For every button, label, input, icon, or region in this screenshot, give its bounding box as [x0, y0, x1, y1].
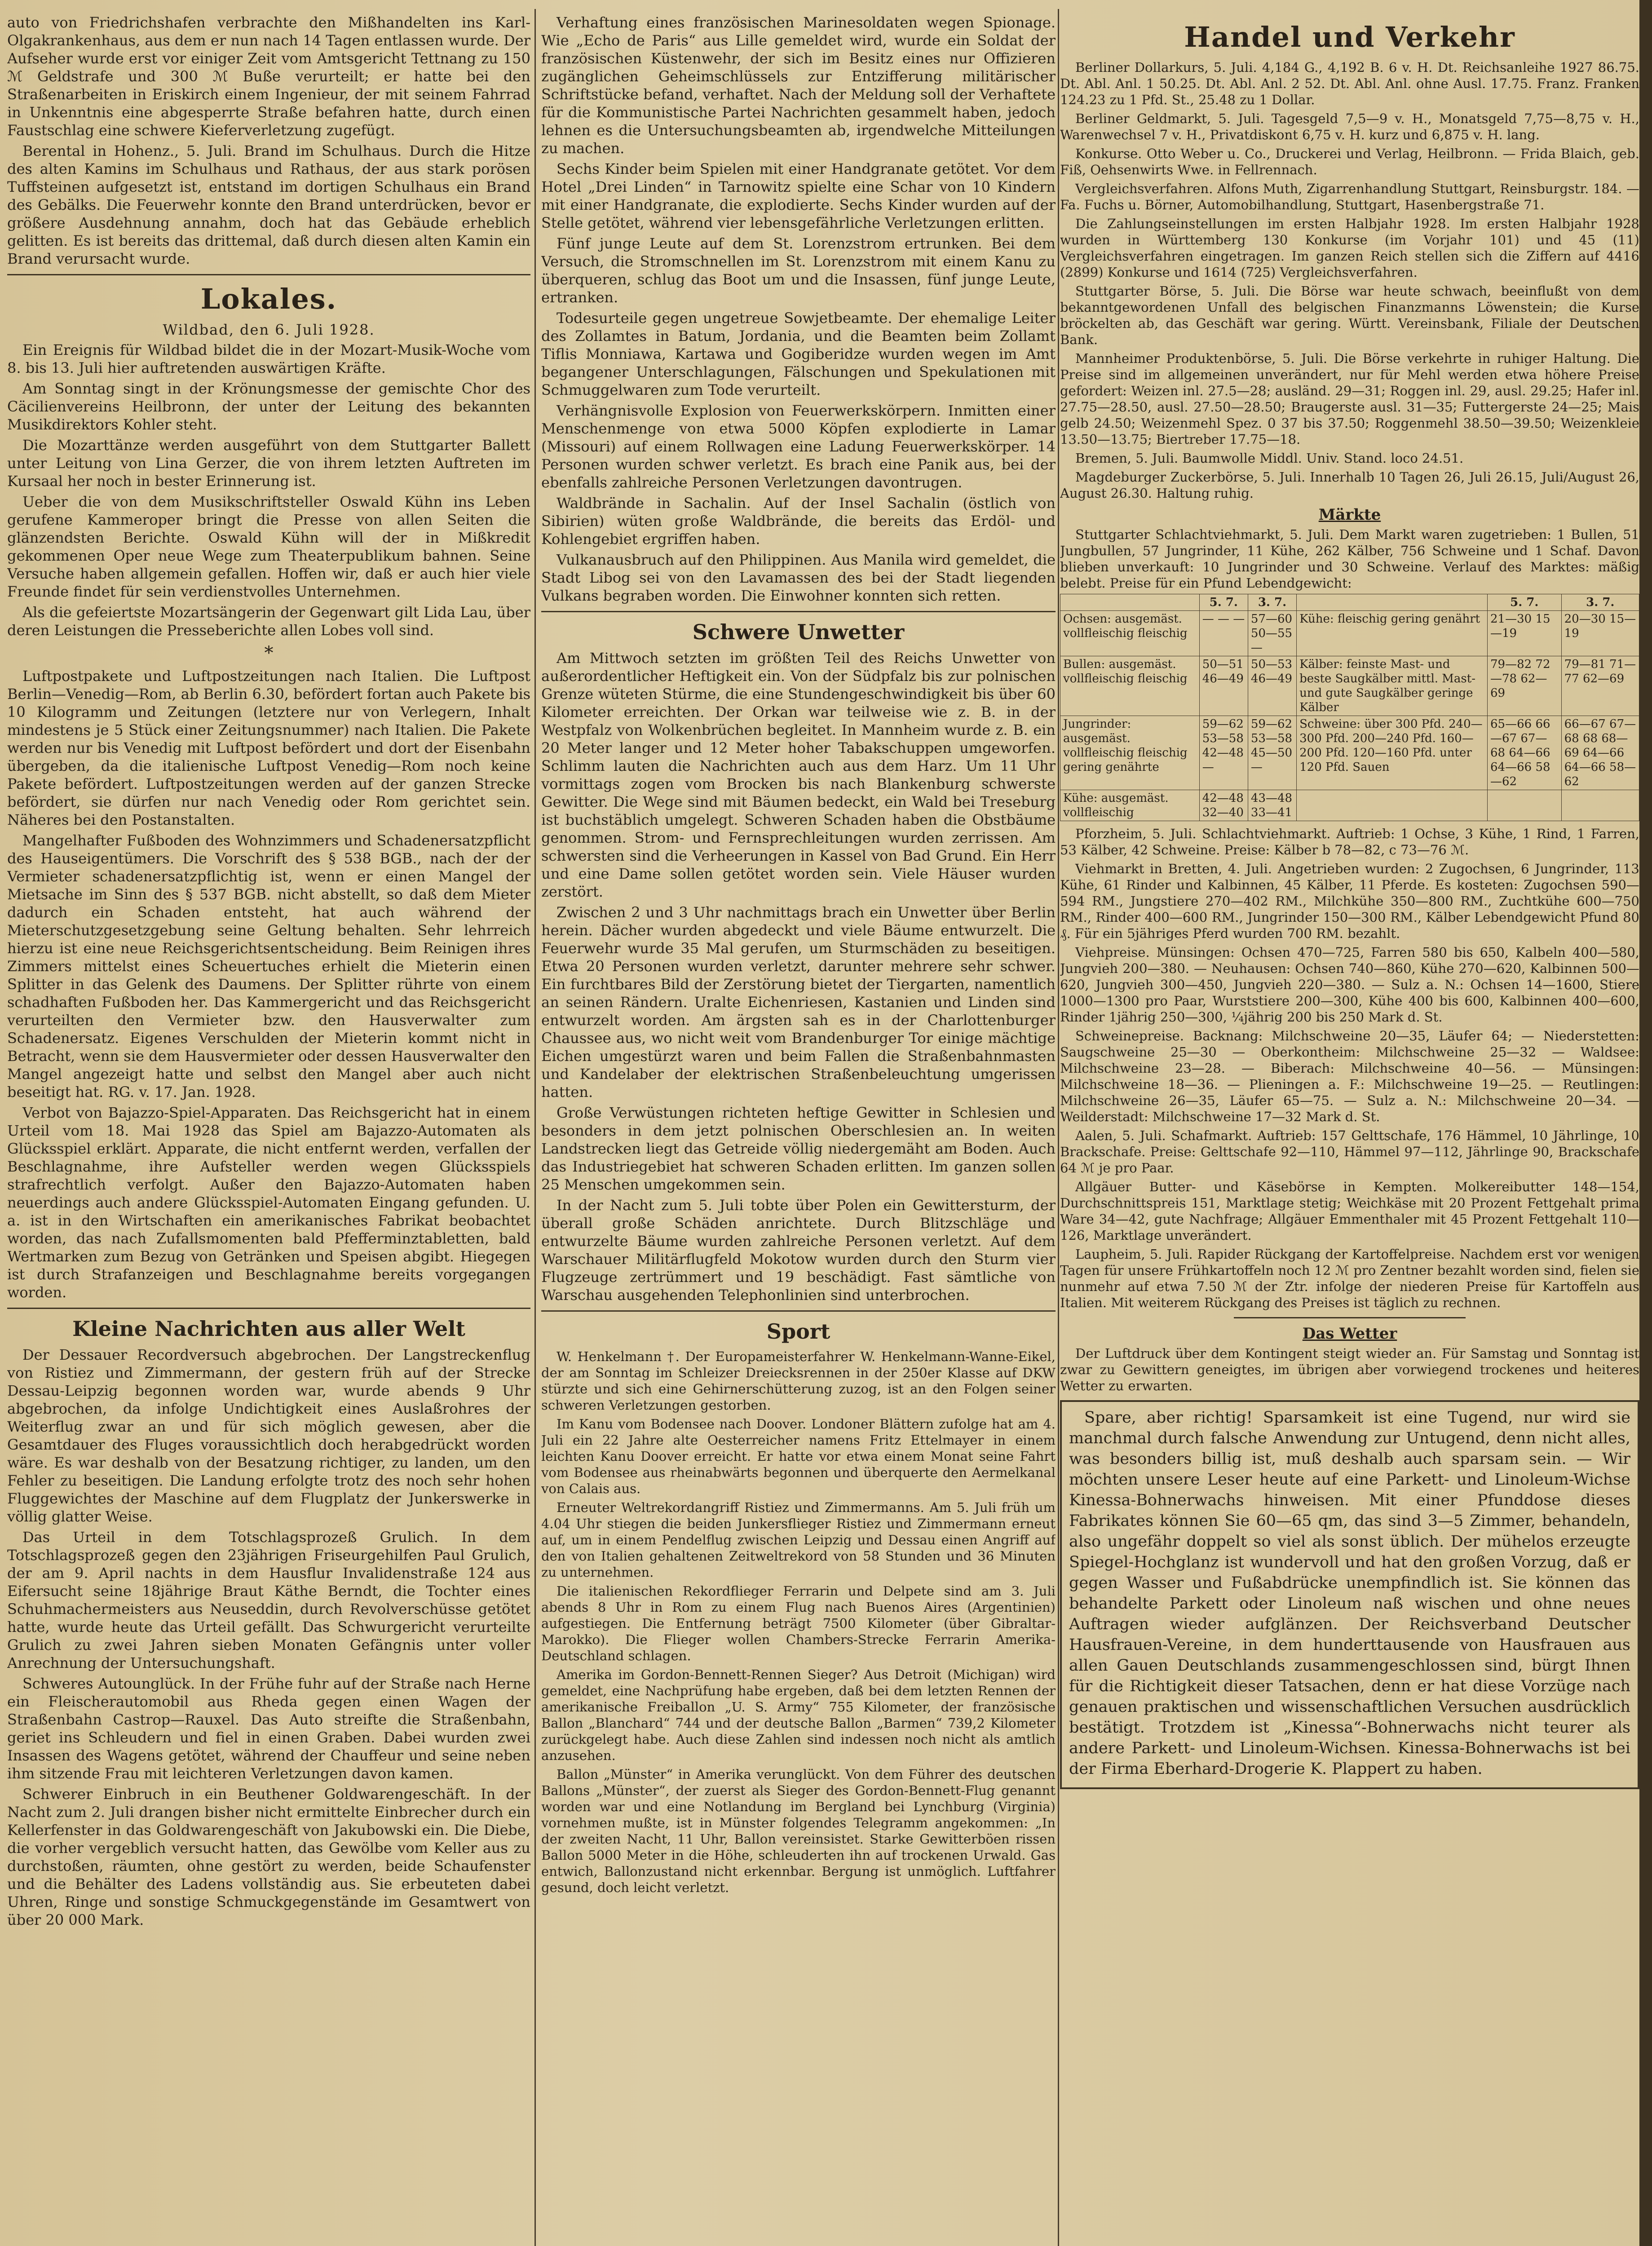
- column-left: [7, 13, 530, 2246]
- section-heading-wetter: Das Wetter: [1302, 1325, 1397, 1343]
- table-row: [1060, 790, 1639, 821]
- section-heading-unwetter: Schwere Unwetter: [692, 620, 905, 644]
- article-text: Die Zahlungseinstellungen im ersten Halbjahr 1928. Im ersten Halbjahr 1928 wurden in Württemberg 130 Konkurse (im Vorjahr 101) und 45 (11) Vergleichsverfahren eingetragen. Im ganzen Reich stellen sich die Ziffern auf 4416 (2899) Konkurse und 1614 (725) Vergleichsverfahren.: [1060, 216, 1639, 280]
- table-header-cell: 3. 7.: [1561, 594, 1639, 611]
- article-text: Die italienischen Rekordflieger Ferrarin und Delpete sind am 3. Juli abends 8 Uhr in Rom zu einem Flug nach Buenos Aires (Argentinien) aufgestiegen. Die Entfernung beträgt 7500 Kilometer (über Gibraltar-Marokko). Die Flieger wollen Chambers-Strecke Ferrarin Amerika-Deutschland schlagen.: [541, 1583, 1056, 1663]
- market-price-table: [1060, 594, 1639, 821]
- table-cell: 42—48 32—40: [1199, 790, 1248, 821]
- table-cell: 50—53 46—49: [1248, 656, 1296, 716]
- article-text: Schweinepreise. Backnang: Milchschweine 20—35, Läufer 64; — Niederstetten: Saugschweine 25—30 — Oberkontheim: Milchschweine 25—32 — Waldsee: Milchschweine 23—28. — Biberach: Milchschweine 40—56. — Münsingen: Milchschweine 18—36. — Plieningen a. F.: Milchschweine 19—25. — Reutlingen: Milchschweine 26—35, Läufer 65—75. — Sulz a. N.: Milchschweine 20—34. — Weilderstadt: Milchschweine 17—32 Mark d. St.: [1060, 1028, 1639, 1124]
- article-text: Verhaftung eines französischen Marinesoldaten wegen Spionage. Wie „Echo de Paris“ aus Lille gemeldet wird, wurde ein Soldat der französischen Küstenwehr, der sich im Besitz eines nur Offizieren zugänglichen Geheimschlüssels zur Entzifferung militärischer Schriftstücke befand, verhaftet. Nach der Meldung soll der Verhaftete für die Kommunistische Partei Nachrichten gesammelt haben, jedoch lehnen es die Untersuchungsbeamten ab, irgendwelche Mitteilungen zu machen.: [541, 14, 1056, 157]
- advertisement-box: [1060, 1400, 1639, 1789]
- table-cell: Bullen: ausgemäst. vollfleischig fleischig: [1060, 656, 1200, 716]
- article-text: Am Mittwoch setzten im größten Teil des Reichs Unwetter von außerordentlicher Heftigkeit ein. Von der Südpfalz bis zur polnischen Grenze wüteten Stürme, die eine Stundengeschwindigkeit bis über 60 Kilometer erreichten. Der Orkan war teilweise wie z. B. in der Westpfalz von Wolkenbrüchen begleitet. In Mannheim wurde z. B. ein 20 Meter langer und 12 Meter hoher Tabakschuppen umgeworfen. Schlimm lauten die Nachrichten auch aus dem Harz. Um 11 Uhr vormittags zogen vom Brocken bis nach Blankenburg schwerste Gewitter. Die Wege sind mit Bäumen bedeckt, ein Wald bei Treseburg ist buchstäblich umgelegt. Schweren Schaden haben die Obstbäume genommen. Strom- und Fernsprechleitungen wurden zerrissen. Am schwersten sind die Verheerungen in Kassel von Bad Grund. Ein Herr und eine Dame sollen getötet worden sein. Viele Häuser wurden zerstört.: [541, 650, 1056, 900]
- article-text: Ballon „Münster“ in Amerika verunglückt. Von dem Führer des deutschen Ballons „Münster“, der zuerst als Sieger des Gordon-Bennett-Flug genannt worden war und eine Notlandung im Bergland bei Lynchburg (Virginia) vornehmen mußte, ist in Münster folgendes Telegramm angekommen: „In der zweiten Nacht, 11 Uhr, Ballon vereinsistet. Starke Gewitterböen rissen Ballon 5000 Meter in die Höhe, schleuderten ihn auf trockenen Urwald. Gas entwich, Ballonzustand nicht erkennbar. Bergung ist unmöglich. Luftfahrer gesund, doch leicht verletzt.: [541, 1767, 1056, 1895]
- article-text: Konkurse. Otto Weber u. Co., Druckerei und Verlag, Heilbronn. — Frida Blaich, geb. Fiß, Oehsenwirts Wwe. in Fellrennach.: [1060, 146, 1639, 177]
- article-text: Zwischen 2 und 3 Uhr nachmittags brach ein Unwetter über Berlin herein. Dächer wurden abgedeckt und viele Bäume entwurzelt. Die Feuerwehr wurde 35 Mal gerufen, um Sturmschäden zu beseitigen. Etwa 20 Personen wurden verletzt, darunter mehrere sehr schwer. Ein furchtbares Bild der Zerstörung bietet der Tiergarten, namentlich an seinen Rändern. Uralte Eichenriesen, Kastanien und Linden sind entwurzelt worden. Am ärgsten sah es in der Charlottenburger Chaussee aus, wo nicht weit vom Brandenburger Tor einige mächtige Eichen umgestürzt waren und beim Fallen die Straßenbahnmasten und Kandelaber der elektrischen Straßenbeleuchtung umgerissen hatten.: [541, 904, 1056, 1101]
- article-text: Magdeburger Zuckerbörse, 5. Juli. Innerhalb 10 Tagen 26, Juli 26.15, Juli/August 26, August 26.30. Haltung ruhig.: [1060, 469, 1639, 501]
- article-text: Die Mozarttänze werden ausgeführt von dem Stuttgarter Ballett unter Leitung von Lina Gerzer, die von ihrem letzten Auftreten im Kursaal her noch in bester Erinnerung ist.: [7, 437, 530, 490]
- table-cell: Kühe: fleischig gering genährt: [1297, 611, 1488, 656]
- table-cell: 43—48 33—41: [1248, 790, 1296, 821]
- section-heading-lokales: Lokales.: [200, 283, 337, 315]
- article-text: Vulkanausbruch auf den Philippinen. Aus Manila wird gemeldet, die Stadt Libog sei von den Lavamassen des bei der Stadt liegenden Vulkans begraben worden. Die Einwohner konnten sich retten.: [541, 551, 1056, 604]
- table-cell: — — —: [1199, 611, 1248, 656]
- article-text: Laupheim, 5. Juli. Rapider Rückgang der Kartoffelpreise. Nachdem erst vor wenigen Tagen für unsere Frühkartoffeln noch 12 ℳ pro Zentner bezahlt worden sind, fielen sie nunmehr auf etwa 7.50 ℳ der Ztr. infolge der niederen Preise für Kartoffeln aus Italien. Mit weiterem Rückgang des Preises ist täglich zu rechnen.: [1060, 1247, 1639, 1310]
- divider: [7, 1308, 530, 1309]
- table-header-cell: [1297, 594, 1488, 611]
- article-text: Pforzheim, 5. Juli. Schlachtviehmarkt. Auftrieb: 1 Ochse, 3 Kühe, 1 Rind, 1 Farren, 53 Kälber, 42 Schweine. Preise: Kälber b 78—82, c 73—76 ℳ.: [1060, 826, 1639, 858]
- table-row: [1060, 716, 1639, 790]
- article-text: Erneuter Weltrekordangriff Ristiez und Zimmermanns. Am 5. Juli früh um 4.04 Uhr stiegen die beiden Junkersflieger Ristiez und Zimmermann erneut auf, um in einem Pendelflug zwischen Leipzig und Dessau einen Angriff auf den von Italien gehaltenen Zeitweltrekord von 58 Stunden und 36 Minuten zu unternehmen.: [541, 1500, 1056, 1580]
- article-text: Ein Ereignis für Wildbad bildet die in der Mozart-Musik-Woche vom 8. bis 13. Juli hier auftretenden auswärtigen Kräfte.: [7, 341, 530, 376]
- table-cell: Kühe: ausgemäst. vollfleischig: [1060, 790, 1200, 821]
- table-cell: [1297, 790, 1488, 821]
- article-text: Ueber die von dem Musikschriftsteller Oswald Kühn ins Leben gerufene Kammeroper bringt die Presse von allen Seiten die glänzendsten Berichte. Oswald Kühn will der in Mißkredit gekommenen Oper neue Wege zum Theaterpublikum bahnen. Seine Versuche haben allgemein gefallen. Hoffen wir, daß er auch hier viele Freunde findet für sein verdienstvolles Unternehmen.: [7, 493, 530, 600]
- table-header-cell: 3. 7.: [1248, 594, 1296, 611]
- table-cell: 79—81 71—77 62—69: [1561, 656, 1639, 716]
- article-text: Verbot von Bajazzo-Spiel-Apparaten. Das Reichsgericht hat in einem Urteil vom 18. Mai 1928 das Spiel am Bajazzo-Automaten als Glücksspiel erklärt. Apparate, die nicht entfernt werden, verfallen der Beschlagnahme, ihre Aufsteller werden wegen Glücksspiels strafrechtlich verfolgt. Außer den Bajazzo-Automaten haben neuerdings auch andere Glücksspiel-Automaten Eingang gefunden. U. a. ist in den Wirtschaften ein amerikanisches Fabrikat beobachtet worden, das nach Zufallsmomenten bald Pfefferminztabletten, bald Wertmarken zum Bezug von Getränken und Speisen abgibt. Hiegegen ist durch Strafanzeigen und Beschlagnahme bereits vorgegangen worden.: [7, 1104, 530, 1301]
- article-text: Am Sonntag singt in der Krönungsmesse der gemischte Chor des Cäcilienvereins Heilbronn, der unter der Leitung des bekannten Musikdirektors Kohler steht.: [7, 380, 530, 433]
- article-text: Der Luftdruck über dem Kontingent steigt wieder an. Für Samstag und Sonntag ist zwar zu Gewittern geneigtes, im übrigen aber vorwiegend trockenes und heiteres Wetter zu erwarten.: [1060, 1346, 1639, 1393]
- article-text: Viehpreise. Münsingen: Ochsen 470—725, Farren 580 bis 650, Kalbeln 400—580, Jungvieh 200—380. — Neuhausen: Ochsen 740—860, Kühe 270—620, Kalbinnen 500—620, Jungvieh 300—450, Jungvieh 220—380. — Sulz a. N.: Ochsen 14—1600, Stiere 1000—1300 pro Paar, Wurststiere 200—300, Kühe 400 bis 600, Kalbinnen 400—600, Rinder 1jährig 250—300, ¼jährig 200 bis 250 Mark d. St.: [1060, 945, 1639, 1025]
- table-cell: 66—67 67—68 68 68—69 64—66 64—66 58—62: [1561, 716, 1639, 790]
- dateline: Wildbad, den 6. Juli 1928.: [163, 321, 375, 338]
- advertisement-text: Spare, aber richtig! Sparsamkeit ist eine Tugend, nur wird sie manchmal durch falsche Anwendung zur Untugend, denn nicht alles, was besonders billig ist, muß deshalb auch sparsam sein. — Wir möchten unsere Leser heute auf eine Parkett- und Linoleum-Wichse Kinessa-Bohnerwachs hinweisen. Mit einer Pfunddose dieses Fabrikates können Sie 60—65 qm, das sind 3—5 Zimmer, behandeln, also ungefähr doppelt so viel als sonst üblich. Der mühelos erzeugte Spiegel-Hochglanz ist wundervoll und hat den großen Vorzug, daß er gegen Wasser und Fußabdrücke unempfindlich ist. Sie können das behandelte Parkett oder Linoleum naß wischen und ohne neues Auftragen wieder aufglänzen. Der Reichsverband Deutscher Hausfrauen-Vereine, in dem hunderttausende von Hausfrauen aus allen Gauen Deutschlands zusammengeschlossen sind, bürgt Ihnen für die Richtigkeit dieser Tatsachen, denn er hat diese Vorzüge nach genauen praktischen und wissenschaftlichen Versuchen ausdrücklich bestätigt. Trotzdem ist „Kinessa“-Bohnerwachs nicht teurer als andere Parkett- und Linoleum-Wichsen. Kinessa-Bohnerwachs ist bei der Firma Eberhard-Drogerie K. Plappert zu haben.: [1069, 1409, 1630, 1778]
- article-text: Berental in Hohenz., 5. Juli. Brand im Schulhaus. Durch die Hitze des alten Kamins im Schulhaus und Rathaus, der aus stark porösen Tuffsteinen aufgesetzt ist, entstand im dortigen Schulhaus ein Brand des Gebälks. Die Feuerwehr konnte den Brand unterdrücken, bevor er größere Ausdehnung annahm, doch hat das Gebäude erheblich gelitten. Es ist bereits das drittemal, daß durch diesen alten Kamin ein Brand verursacht wurde.: [7, 142, 530, 267]
- divider: [1234, 1317, 1466, 1318]
- article-text: Das Urteil in dem Totschlagsprozeß Grulich. In dem Totschlagsprozeß gegen den 23jährigen Friseurgehilfen Paul Grulich, der am 9. April nachts in dem Hausflur Invalidenstraße 124 aus Eifersucht seine 18jährige Braut Käthe Berndt, die Tochter eines Schuhmachermeisters aus Neuseddin, durch Revolverschüsse getötet hatte, wurde heute das Urteil gefällt. Das Schwurgericht verurteilte Grulich zu zwei Jahren sieben Monaten Gefängnis unter voller Anrechnung der Untersuchungshaft.: [7, 1529, 530, 1671]
- article-text: Berliner Geldmarkt, 5. Juli. Tagesgeld 7,5—9 v. H., Monatsgeld 7,75—8,75 v. H., Warenwechsel 7 v. H., Privatdiskont 6,75 v. H. kurz und 6,875 v. H. lang.: [1060, 111, 1639, 142]
- table-cell: 57—60 50—55 —: [1248, 611, 1296, 656]
- article-text: Verhängnisvolle Explosion von Feuerwerkskörpern. Inmitten einer Menschenmenge von etwa 5000 Köpfen explodierte in Lamar (Missouri) auf einem Rollwagen eine Ladung Feuerwerkskörper. 14 Personen wurden schwer verletzt. Es brach eine Panik aus, bei der ebenfalls zahlreiche Personen Verletzungen davontrugen.: [541, 402, 1056, 491]
- article-text: Als die gefeiertste Mozartsängerin der Gegenwart gilt Lida Lau, über deren Leistungen die Presseberichte allen Lobes voll sind.: [7, 604, 530, 639]
- article-text: Fünf junge Leute auf dem St. Lorenzstrom ertrunken. Bei dem Versuch, die Stromschnellen im St. Lorenzstrom mit einem Kanu zu überqueren, schlug das Boot um und die Insassen, fünf junge Leute, ertranken.: [541, 235, 1056, 306]
- page-edge: [1639, 0, 1652, 2246]
- article-text: Waldbrände in Sachalin. Auf der Insel Sachalin (östlich von Sibirien) wüten große Waldbrände, die bereits das Erdöl- und Kohlengebiet ergriffen haben.: [541, 495, 1056, 548]
- column-right: [1060, 13, 1639, 2246]
- table-cell: [1561, 790, 1639, 821]
- divider: [7, 274, 530, 275]
- article-text: Stuttgarter Börse, 5. Juli. Die Börse war heute schwach, beeinflußt von dem bekanntgewordenen Unfall des belgischen Finanzmanns Löwenstein; die Kurse bröckelten ab, das Geschäft war gering. Württ. Vereinsbank, Filiale der Deutschen Bank.: [1060, 283, 1639, 347]
- table-row: [1060, 611, 1639, 656]
- section-heading-sport: Sport: [766, 1319, 830, 1344]
- table-header-cell: [1060, 594, 1200, 611]
- article-text: Berliner Dollarkurs, 5. Juli. 4,184 G., 4,192 B. 6 v. H. Dt. Reichsanleihe 1927 86.75. Dt. Abl. Anl. 1 50.25. Dt. Abl. Anl. 2 52. Dt. Abl. Anl. ohne Ausl. 17.75. Franz. Franken 124.23 zu 1 Pfd. St., 25.48 zu 1 Dollar.: [1060, 60, 1639, 107]
- table-header-cell: 5. 7.: [1488, 594, 1562, 611]
- column-rule: [1058, 9, 1059, 2246]
- article-text: Luftpostpakete und Luftpostzeitungen nach Italien. Die Luftpost Berlin—Venedig—Rom, ab Berlin 6.30, befördert fortan auch Pakete bis 10 Kilogramm und Zeitungen (letztere nur von Verlegern, Inhalt mindestens je 5 Stück einer Zeitungsnummer) nach Italien. Die Pakete werden nur bis Venedig mit Luftpost befördert und dort der Eisenbahn übergeben, da die italienische Luftpost Venedig—Rom noch keine Pakete befördert. Luftpostzeitungen werden auf der ganzen Strecke befördert, sie dürfen nur nach Venedig oder Rom gerichtet sein. Näheres bei den Postanstalten.: [7, 668, 530, 828]
- article-text: Aalen, 5. Juli. Schafmarkt. Auftrieb: 157 Gelttschafe, 176 Hämmel, 10 Jährlinge, 10 Brackschafe. Preise: Gelttschafe 92—110, Hämmel 97—112, Jährlinge 90, Brackschafe 64 ℳ je pro Paar.: [1060, 1128, 1639, 1176]
- article-text: Im Kanu vom Bodensee nach Doover. Londoner Blättern zufolge hat am 4. Juli ein 22 Jahre alte Oesterreicher namens Fritz Ettelmayer in einem leichten Kanu Doover erreicht. Er hatte vor etwa einem Monat seine Fahrt vom Bodensee aus rheinabwärts begonnen und überquerte den Aermelkanal von Calais aus.: [541, 1416, 1056, 1496]
- article-text: Der Dessauer Recordversuch abgebrochen. Der Langstreckenflug von Ristiez und Zimmermann, der gestern früh auf der Strecke Dessau-Leipzig begonnen worden war, wurde abends 9 Uhr abgebrochen, da infolge Undichtigkeit eines Auslaßrohres der Weiterflug zwar an und für sich möglich gewesen, aber die Gesamtdauer des Fluges voraussichtlich doch herabgedrückt worden wäre. Es war deshalb von der Besatzung richtiger, zu landen, um den Fehler zu beseitigen. Die Landung erfolgte trotz des noch sehr hohen Fluggewichtes der Maschine auf dem Flugplatz der Junkerswerke in völlig glatter Weise.: [7, 1346, 530, 1525]
- article-text: Sechs Kinder beim Spielen mit einer Handgranate getötet. Vor dem Hotel „Drei Linden“ in Tarnowitz spielte eine Schar von 10 Kindern mit einer Handgranate, die explodierte. Sechs Kinder wurden auf der Stelle getötet, während vier lebensgefährliche Verletzungen erlitten.: [541, 160, 1056, 231]
- table-cell: 79—82 72—78 62—69: [1488, 656, 1562, 716]
- article-text: Mangelhafter Fußboden des Wohnzimmers und Schadenersatzpflicht des Hauseigentümers. Die Vorschrift des § 538 BGB., nach der der Vermieter schadenersatzpflichtig ist, wenn er einen Mangel der Mietsache im Sinn des § 537 BGB. nicht abstellt, so daß dem Mieter dadurch ein Schaden entsteht, hat auch während der Mieterschutzgesetzgebung seine Geltung behalten. Sehr lehrreich hierzu ist eine neue Reichsgerichtsentscheidung. Beim Reinigen ihres Zimmers mittelst eines Scheuertuches erhielt die Mieterin einen Splitter in das Gelenk des Daumens. Der Splitter rührte von einem schadhaften Fußboden her. Das Kammergericht und das Reichsgericht verurteilten den Vermieter bzw. den Hausverwalter zum Schadenersatz. Eigenes Verschulden der Mieterin kommt nicht in Betracht, wenn sie dem Hausvermieter oder dessen Hausverwalter den Mangel angezeigt hatte und selbst den Mangel aber auch nicht beseitigt hat. RG. v. 17. Jan. 1928.: [7, 832, 530, 1101]
- section-heading-kleine-nachrichten: Kleine Nachrichten aus aller Welt: [72, 1317, 465, 1341]
- table-cell: 59—62 53—58 45—50 —: [1248, 716, 1296, 790]
- section-heading-maerkte: Märkte: [1318, 506, 1381, 524]
- article-text: Stuttgarter Schlachtviehmarkt, 5. Juli. Dem Markt waren zugetrieben: 1 Bullen, 51 Jungbullen, 57 Jungrinder, 11 Kühe, 262 Kälber, 756 Schweine und 1 Schaf. Davon blieben unverkauft: 10 Jungrinder und 30 Schweine. Verlauf des Marktes: mäßig belebt. Preise für ein Pfund Lebendgewicht:: [1060, 527, 1639, 591]
- divider: [541, 1310, 1056, 1312]
- article-text: Viehmarkt in Bretten, 4. Juli. Angetrieben wurden: 2 Zugochsen, 6 Jungrinder, 113 Kühe, 61 Rinder und Kalbinnen, 45 Kälber, 11 Pferde. Es kosteten: Zugochsen 590—594 RM., Jungstiere 270—402 RM., Milchkühe 350—800 RM., Zuchtkühe 600—750 RM., Rinder 400—600 RM., Jungrinder 150—300 RM., Kälber Lebendgewicht Pfund 80 ₰. Für ein 5jähriges Pferd wurden 700 RM. bezahlt.: [1060, 861, 1639, 941]
- table-cell: Ochsen: ausgemäst. vollfleischig fleischig: [1060, 611, 1200, 656]
- table-cell: Schweine: über 300 Pfd. 240—300 Pfd. 200—240 Pfd. 160—200 Pfd. 120—160 Pfd. unter 120 Pfd. Sauen: [1297, 716, 1488, 790]
- article-text: Mannheimer Produktenbörse, 5. Juli. Die Börse verkehrte in ruhiger Haltung. Die Preise sind im allgemeinen unverändert, nur für Mehl werden etwa höhere Preise gefordert: Weizen inl. 27.5—28; ausländ. 29—31; Roggen inl. 29, ausl. 29.25; Hafer inl. 27.75—28.50, ausl. 27.50—28.50; Braugerste ausl. 31—35; Futtergerste 24—25; Mais gelb 24.50; Weizenmehl Spez. 0 37 bis 37.50; Roggenmehl 38.50—39.50; Weizenkleie 13.50—13.75; Biertreber 17.75—18.: [1060, 351, 1639, 447]
- article-text: Allgäuer Butter- und Käsebörse in Kempten. Molkereibutter 148—154, Durchschnittspreis 151, Marktlage stetig; Weichkäse mit 20 Prozent Fettgehalt prima Ware 34—42, gute Nachfrage; Allgäuer Emmenthaler mit 45 Prozent Fettgehalt 110—126, Marktlage unverändert.: [1060, 1179, 1639, 1243]
- separator-star: *: [264, 643, 274, 663]
- table-header-row: [1060, 594, 1639, 611]
- table-header-cell: 5. 7.: [1199, 594, 1248, 611]
- table-cell: 50—51 46—49: [1199, 656, 1248, 716]
- table-cell: [1488, 790, 1562, 821]
- divider: [541, 611, 1056, 612]
- article-text: Amerika im Gordon-Bennett-Rennen Sieger? Aus Detroit (Michigan) wird gemeldet, eine Nachprüfung habe ergeben, daß bei dem letzten Rennen der amerikanische Freiballon „U. S. Army“ 755 Kilometer, der französische Ballon „Blanchard“ 744 und der deutsche Ballon „Barmen“ 739,2 Kilometer zurückgelegt habe. Auch diese Zahlen sind indessen noch nicht als amtlich anzusehen.: [541, 1667, 1056, 1763]
- article-text: Todesurteile gegen ungetreue Sowjetbeamte. Der ehemalige Leiter des Zollamtes in Batum, Jordania, und die Beamten beim Zollamt Tiflis Monniawa, Kartawa und Gogiberidze wurden wegen im Amt begangener Unterschlagungen, Fälschungen und Spekulationen mit Schmuggelwaren zum Tode verurteilt.: [541, 309, 1056, 398]
- article-text: auto von Friedrichshafen verbrachte den Mißhandelten ins Karl-Olgakrankenhaus, aus dem er nun nach 14 Tagen entlassen wurde. Der Aufseher wurde erst vor einiger Zeit vom Amtsgericht Tettnang zu 150 ℳ Geldstrafe und 300 ℳ Buße verurteilt; er hatte bei den Straßenarbeiten in Eriskirch einem Ingenieur, der mit seinem Fahrrad in Unkenntnis eine abgesperrte Straße befahren hatte, durch einen Faustschlag eine schwere Kieferverletzung zugefügt.: [7, 14, 530, 139]
- article-text: Bremen, 5. Juli. Baumwolle Middl. Univ. Stand. loco 24.51.: [1075, 451, 1464, 466]
- article-text: Schwerer Einbruch in ein Beuthener Goldwarengeschäft. In der Nacht zum 2. Juli drangen bisher nicht ermittelte Einbrecher durch ein Kellerfenster in das Goldwarengeschäft von Jakubowski ein. Die Diebe, die vorher vergeblich versucht hatten, das Gewölbe vom Keller aus zu durchstoßen, räumten, ohne gestört zu werden, beide Schaufenster und die Behälter des Ladens vollständig aus. Sie erbeuteten dabei Uhren, Ringe und sonstige Schmuckgegenstände im Gesamtwert von über 20 000 Mark.: [7, 1786, 530, 1928]
- table-cell: 20—30 15—19: [1561, 611, 1639, 656]
- table-cell: 59—62 53—58 42—48 —: [1199, 716, 1248, 790]
- article-text: In der Nacht zum 5. Juli tobte über Polen ein Gewittersturm, der überall große Schäden anrichtete. Durch Blitzschläge und entwurzelte Bäume wurden zahlreiche Personen verletzt. Auf dem Warschauer Militärflugfeld Mokotow wurden durch den Sturm vier Flugzeuge zertrümmert und 19 beschädigt. Fast sämtliche von Warschau ausgehenden Telephonlinien sind unterbrochen.: [541, 1197, 1056, 1304]
- column-middle: [541, 13, 1056, 2246]
- article-text: Große Verwüstungen richteten heftige Gewitter in Schlesien und besonders in dem jetzt polnischen Oberschlesien an. In weiten Landstrecken liegt das Getreide völlig niedergemäht am Boden. Auch das Industriegebiet hat schweren Schaden erlitten. Im ganzen sollen 25 Menschen umgekommen sein.: [541, 1104, 1056, 1193]
- article-text: Vergleichsverfahren. Alfons Muth, Zigarrenhandlung Stuttgart, Reinsburgstr. 184. — Fa. Fuchs u. Börner, Automobilhandlung, Stuttgart, Hasenbergstraße 71.: [1060, 181, 1639, 212]
- article-text: Schweres Autounglück. In der Frühe fuhr auf der Straße nach Herne ein Fleischerautomobil aus Rheda gegen einen Wagen der Straßenbahn Castrop—Rauxel. Das Auto streifte die Straßenbahn, geriet ins Schleudern und fiel in einen Graben. Dabei wurden zwei Insassen des Wagens getötet, während der Chauffeur und seine neben ihm sitzende Frau mit leichteren Verletzungen davon kamen.: [7, 1675, 530, 1782]
- table-cell: Jungrinder: ausgemäst. vollfleischig fleischig gering genährte: [1060, 716, 1200, 790]
- table-cell: Kälber: feinste Mast- und beste Saugkälber mittl. Mast- und gute Saugkälber geringe Kälber: [1297, 656, 1488, 716]
- table-cell: 21—30 15—19: [1488, 611, 1562, 656]
- section-heading-handel: Handel und Verkehr: [1184, 21, 1515, 53]
- table-cell: 65—66 66—67 67—68 64—66 64—66 58—62: [1488, 716, 1562, 790]
- table-row: [1060, 656, 1639, 716]
- article-text: W. Henkelmann †. Der Europameisterfahrer W. Henkelmann-Wanne-Eikel, der am Sonntag im Schleizer Dreiecksrennen in der 250er Klasse auf DKW stürzte und sich eine Gehirnerschütterung zuzog, ist an den Folgen seiner schweren Verletzungen gestorben.: [541, 1349, 1056, 1413]
- column-rule: [534, 9, 536, 2246]
